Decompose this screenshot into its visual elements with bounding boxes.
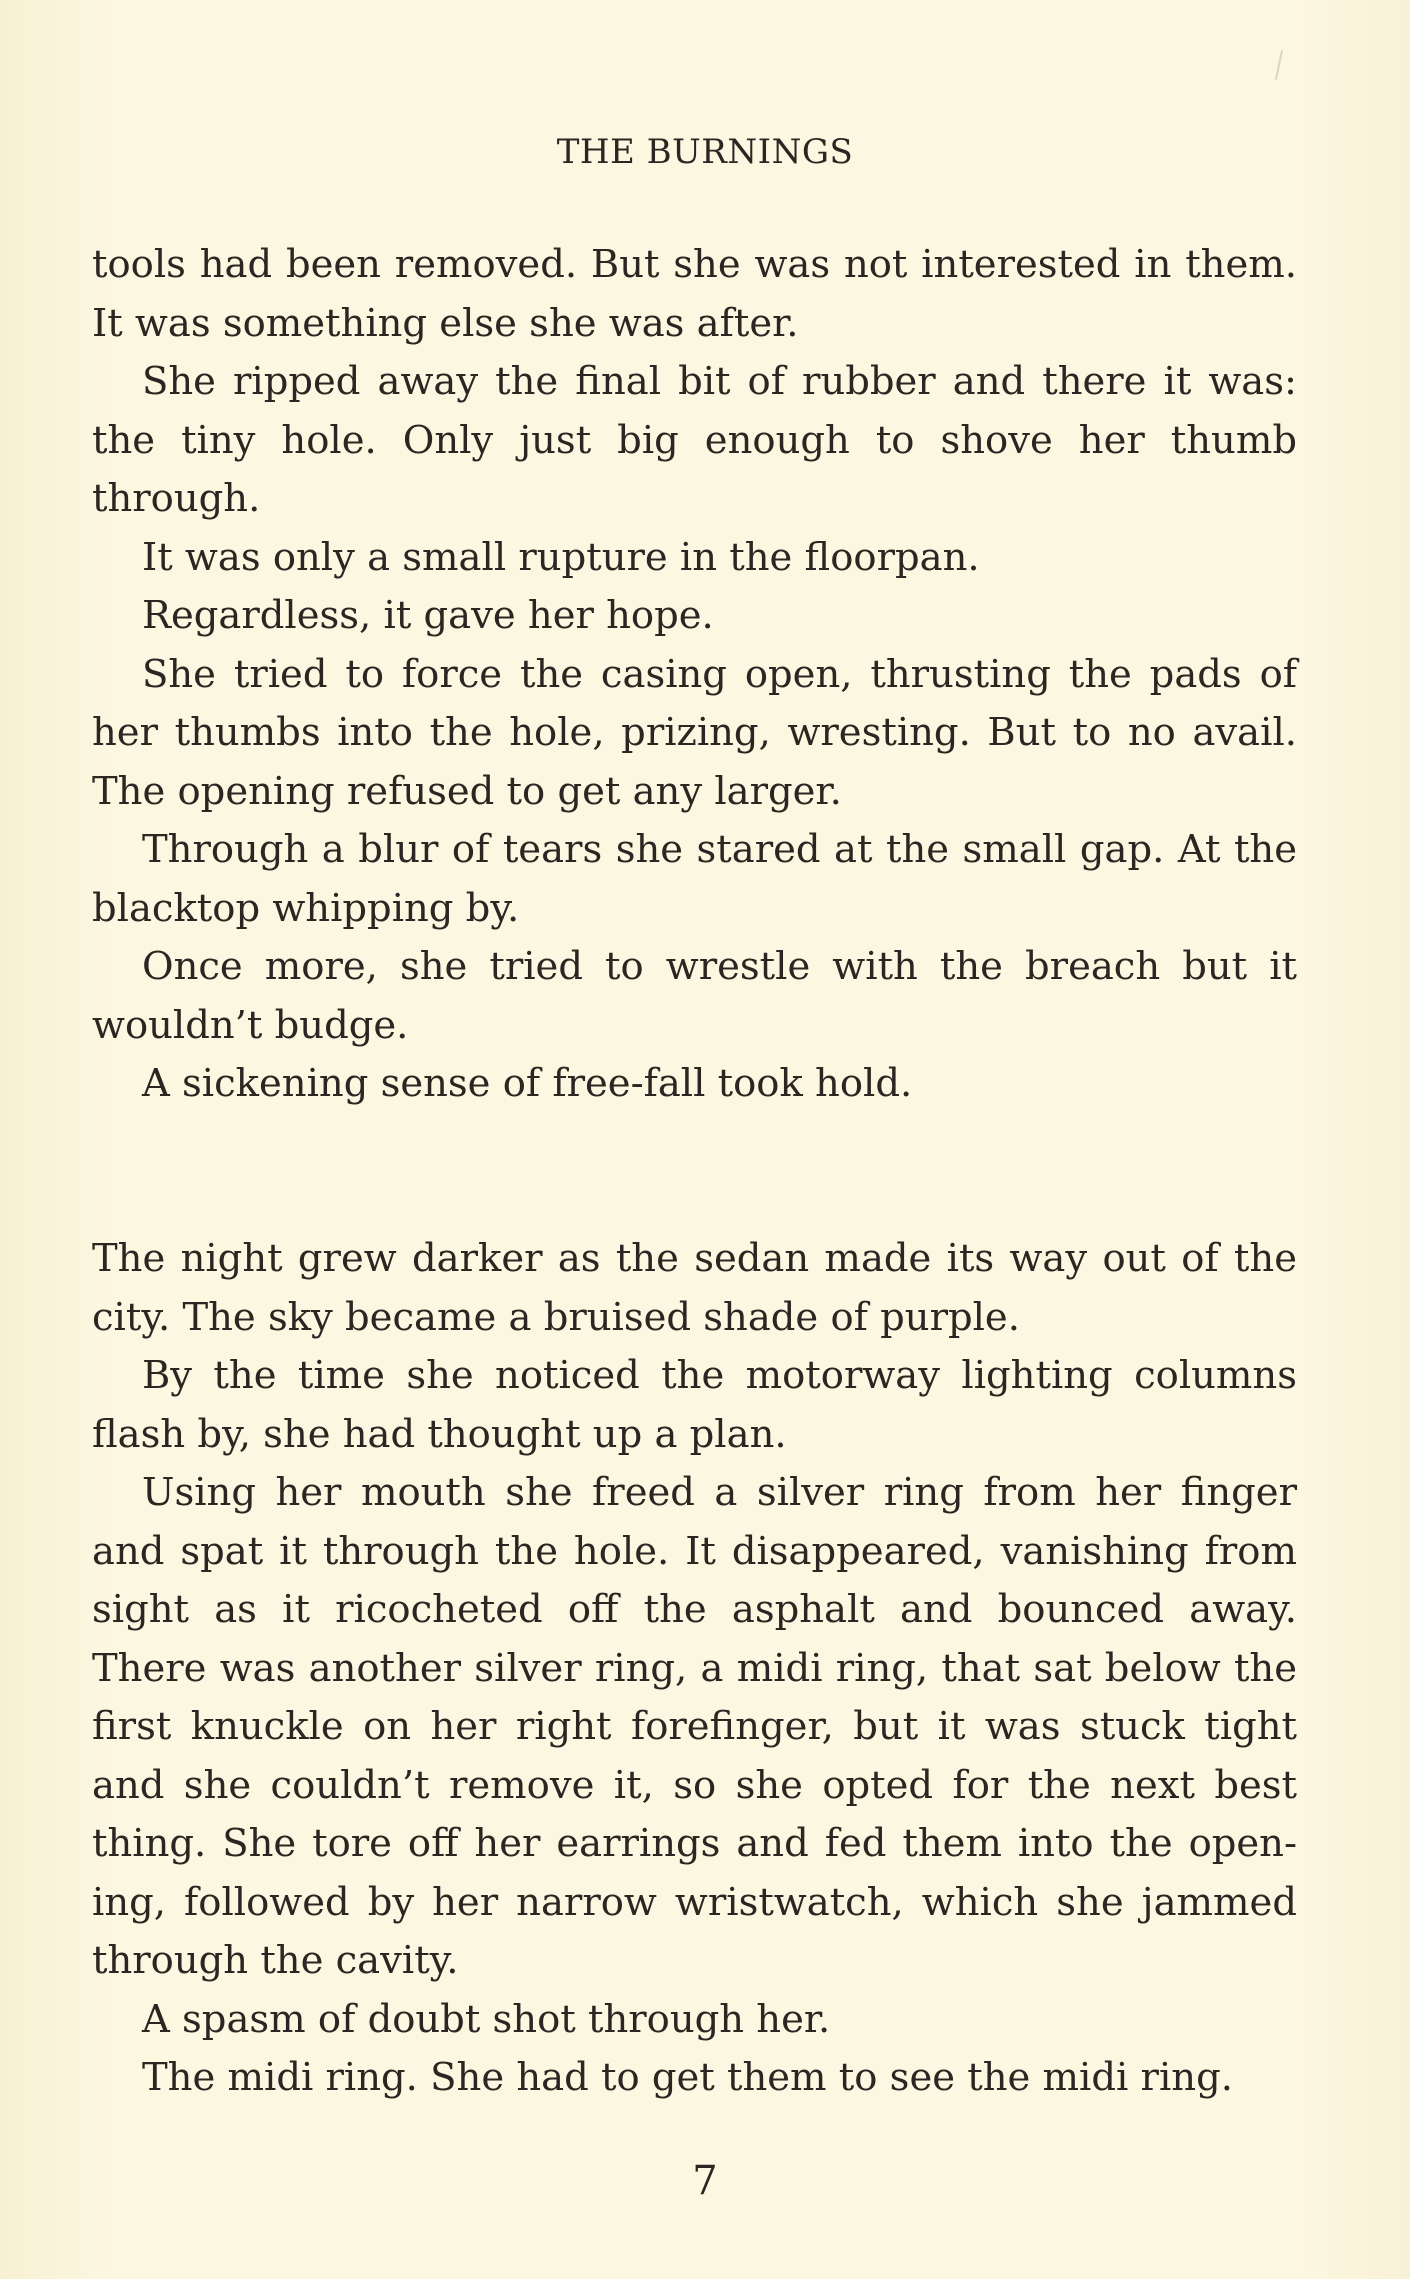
paragraph: It was only a small rupture in the floorpan. — [142, 534, 980, 580]
page-mark — [1275, 50, 1283, 80]
paragraph: The midi ring. She had to get them to see the midi ring. — [142, 2055, 1233, 2100]
paragraph: By the time she noticed the motorway lighting columns flash by, she had thought up a plan. — [92, 1353, 1297, 1457]
paragraph: Through a blur of tears she stared at the small gap. At the blacktop whipping by. — [92, 827, 1297, 931]
page-number: 7 — [692, 2158, 718, 2204]
paragraph: She ripped away the final bit of rubber and there it was: the tiny hole. Only just big enough to shove her thumb through. — [92, 359, 1297, 521]
section-one — [92, 236, 1297, 1114]
paragraph: Regardless, it gave her hope. — [142, 593, 714, 638]
paragraph: A spasm of doubt shot through her. — [142, 1996, 831, 2042]
paragraph: She tried to force the casing open, thrusting the pads of her thumbs into the hole, prizing, wresting. But to no avail. The opening refused to get any larger. — [92, 651, 1297, 814]
section-two — [92, 1230, 1297, 2108]
running-head: THE BURNINGS — [556, 132, 854, 172]
paragraph: Once more, she tried to wrestle with the breach but it wouldn’t budge. — [92, 944, 1297, 1048]
paragraph: tools had been removed. But she was not interested in them. It was something else she was after. — [92, 242, 1297, 346]
paragraph: Using her mouth she freed a silver ring from her finger and spat it through the hole. It disappeared, vanishing from sight as it ricocheted off the asphalt and bounced away. There was another silver ring, a midi ring, that sat below the first knuckle on her right forefinger, but it was stuck tight and she couldn’t remove it, so she opted for the next best thing. She tore off her earrings and fed them into the opening, followed by her narrow wristwatch, which she jammed through the cavity. — [92, 1470, 1297, 1983]
paragraph: The night grew darker as the sedan made its way out of the city. The sky became a bruised shade of purple. — [92, 1236, 1297, 1340]
paragraph: A sickening sense of free-fall took hold. — [142, 1061, 913, 1106]
